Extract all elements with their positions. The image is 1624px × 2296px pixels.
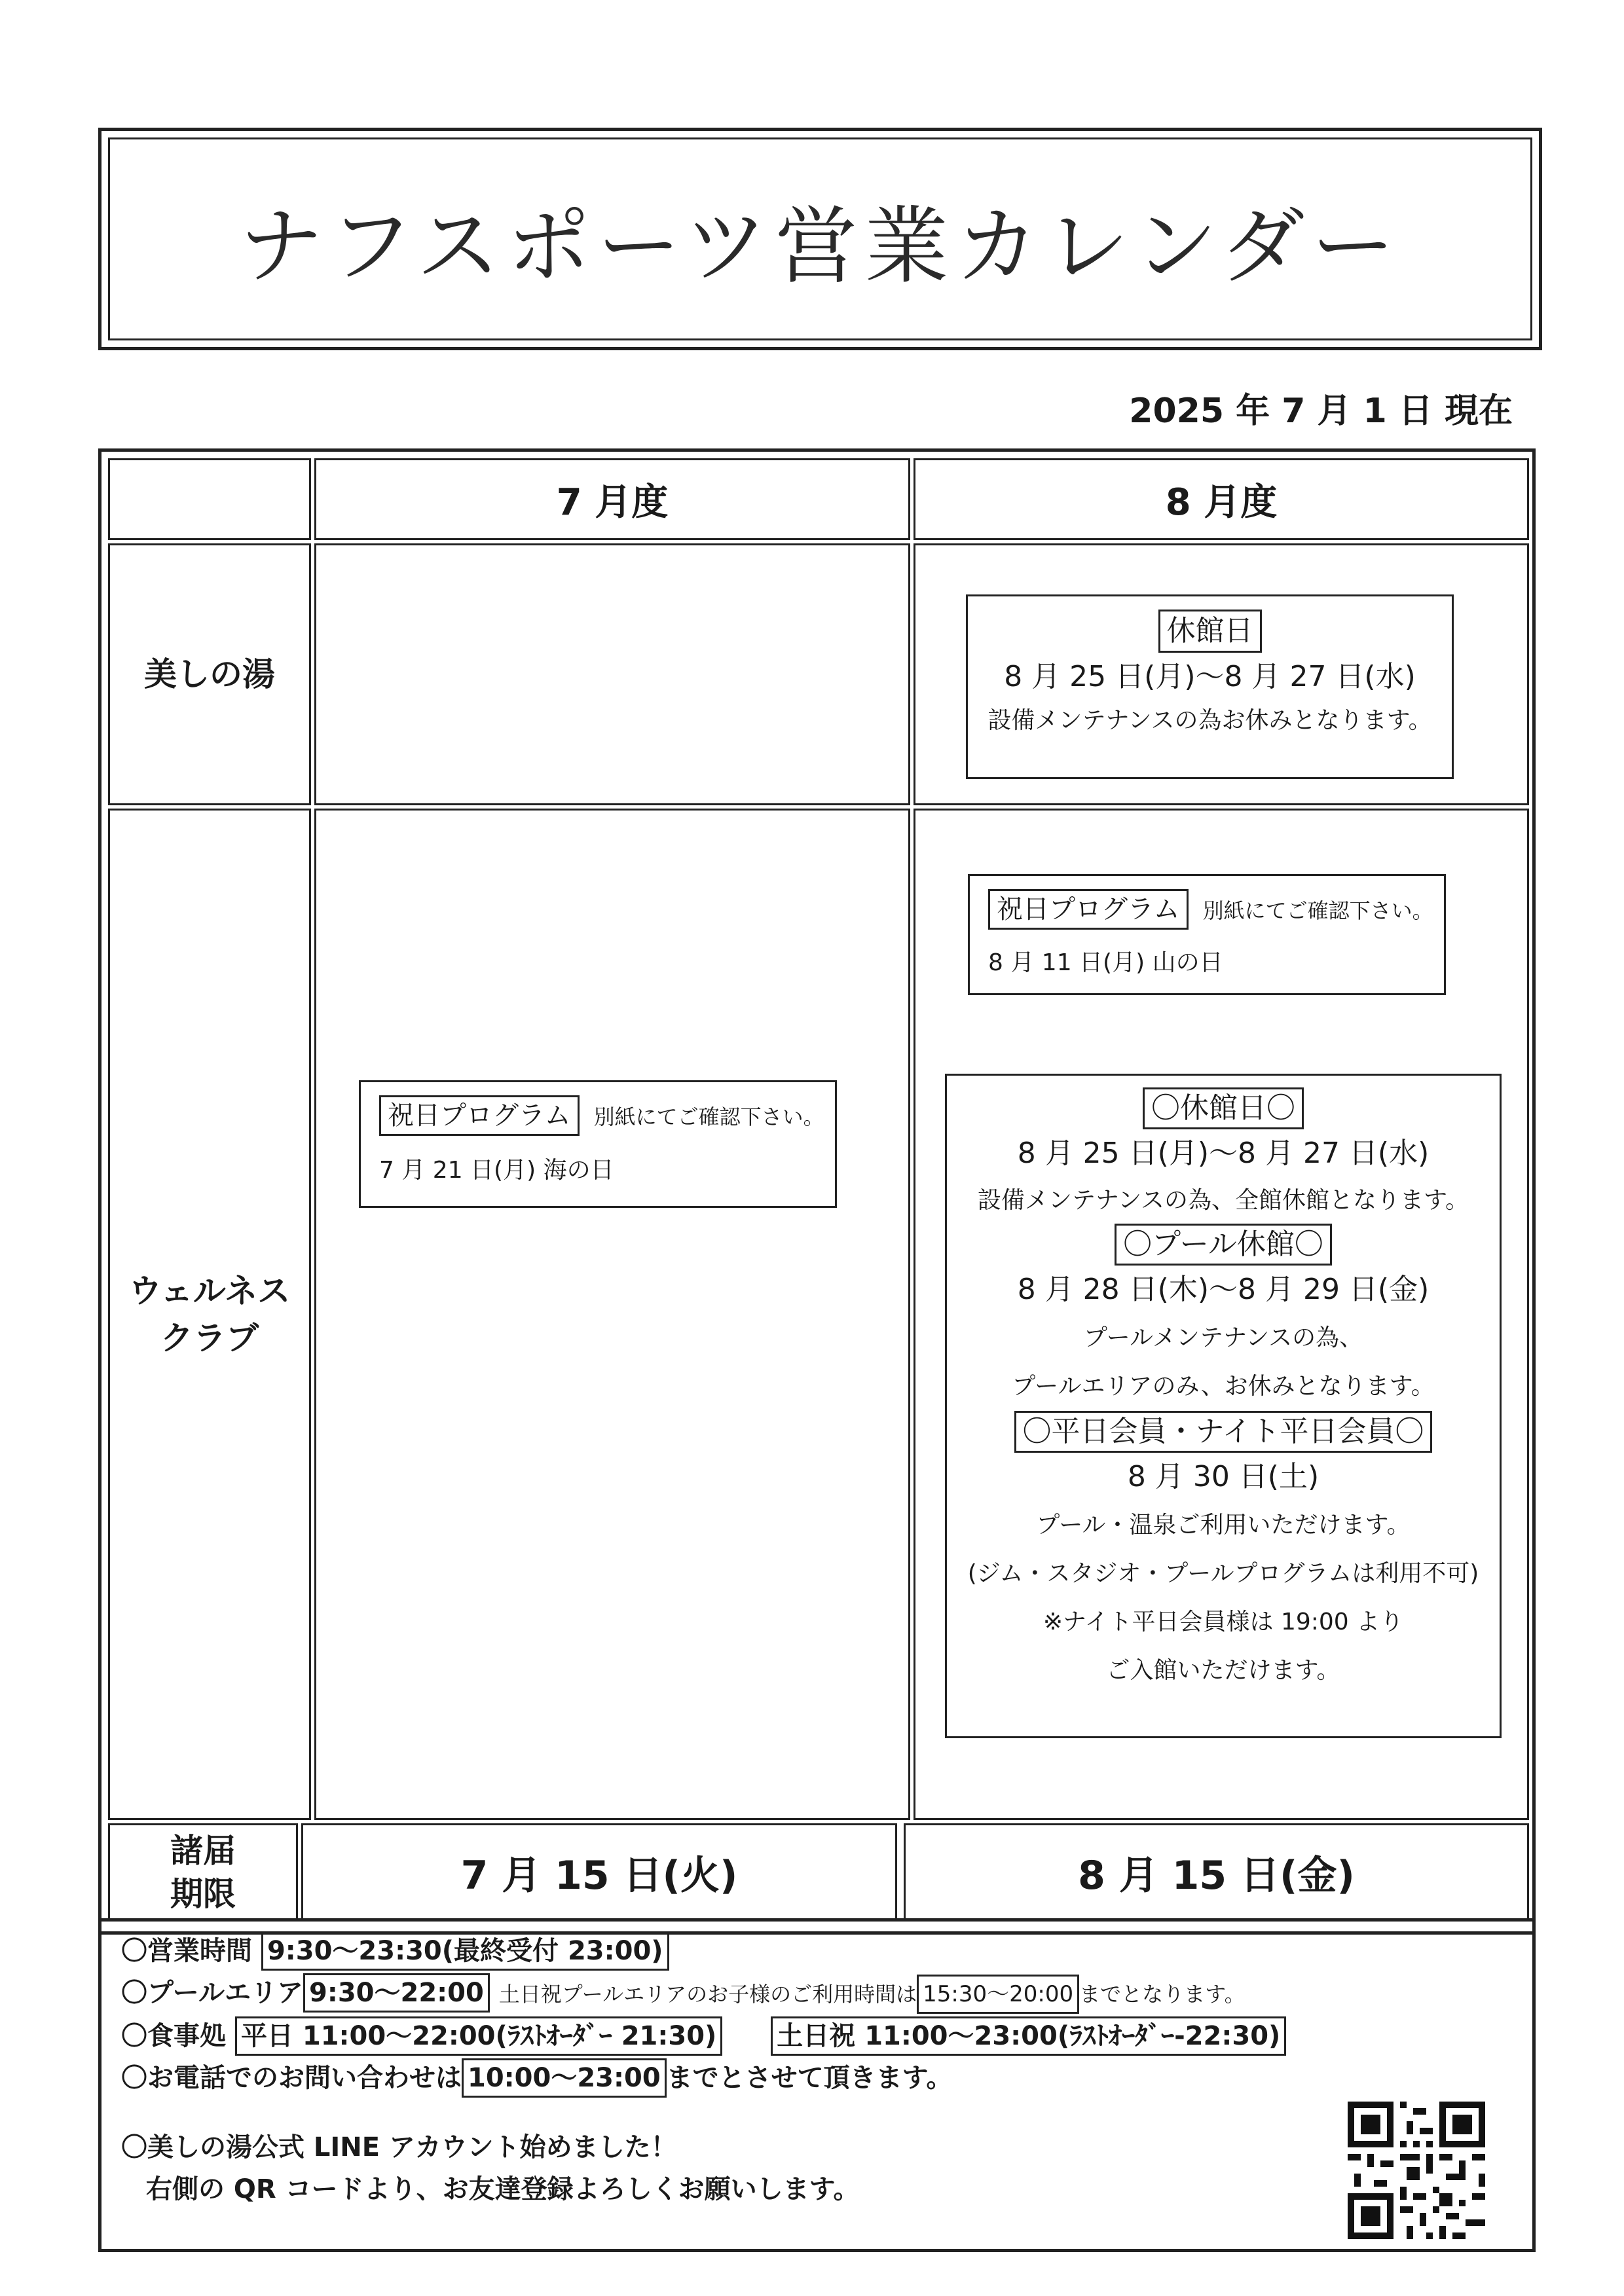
hours-label: 〇営業時間 xyxy=(121,1936,252,1966)
header-corner xyxy=(108,458,311,540)
row-label-wellness xyxy=(108,809,311,1820)
spa-closed-note: 設備メンテナンスの為お休みとなります。 xyxy=(987,707,1432,734)
pool-label: 〇プールエリア xyxy=(121,1978,303,2008)
pool-closed-note-1: プールメンテナンスの為、 xyxy=(1083,1324,1363,1351)
pool-line xyxy=(121,1972,1483,2015)
row-label-wellness-line2: クラブ xyxy=(160,1319,259,1357)
july-holiday-tag-note: 別紙にてご確認下さい。 xyxy=(593,1104,824,1129)
member-tag: 〇平日会員・ナイト平日会員〇 xyxy=(1014,1411,1433,1453)
spa-july-cell xyxy=(314,543,910,805)
pool-value: 9:30～22:00 xyxy=(303,1973,490,2013)
phone-text: 〇お電話でのお問い合わせは xyxy=(121,2063,462,2093)
pool-closed-note-2: プールエリアのみ、お休みとなります。 xyxy=(1012,1373,1435,1400)
wellness-july-cell xyxy=(314,809,910,1820)
pool-suffix: までとなります。 xyxy=(1079,1982,1246,2007)
food-label: 〇食事処 xyxy=(121,2021,226,2051)
hours-line xyxy=(121,1930,1483,1972)
header-august: 8 月度 xyxy=(913,458,1529,540)
pool-kids-hours: 15:30～20:00 xyxy=(917,1975,1079,2014)
line-account-2: 右側の QR コードより、お友達登録よろしくお願いします。 xyxy=(146,2174,860,2204)
row-label-deadline-line1: 諸届 xyxy=(170,1832,236,1870)
as-of-date: 2025 年 7 月 1 日 現在 xyxy=(1129,392,1513,431)
line-account-1: 〇美しの湯公式 LINE アカウント始めました！ xyxy=(121,2132,677,2162)
member-note-1: プール・温泉ご利用いただけます。 xyxy=(1036,1512,1411,1539)
pool-text: 土日祝プールエリアのお子様のご利用時間は xyxy=(498,1982,917,2007)
closed-note: 設備メンテナンスの為、全館休館となります。 xyxy=(977,1187,1469,1214)
page-title: ナフスポーツ営業カレンダー xyxy=(238,198,1402,295)
title-box xyxy=(98,128,1542,350)
footer-text xyxy=(121,1930,1483,2210)
member-note-3: ※ナイト平日会員様は 19:00 より xyxy=(1043,1609,1404,1635)
pool-closed-dates: 8 月 28 日(木)～8 月 29 日(金) xyxy=(1017,1273,1430,1306)
food-weekend: 土日祝 11:00～23:00(ﾗｽﾄｵｰﾀﾞｰ-22:30) xyxy=(771,2016,1286,2056)
hours-value: 9:30～23:30(最終受付 23:00) xyxy=(261,1931,669,1971)
member-note-4: ご入館いただけます。 xyxy=(1106,1657,1340,1684)
august-holiday-tag-note: 別紙にてご確認下さい。 xyxy=(1202,898,1433,923)
phone-hours: 10:00～23:00 xyxy=(462,2058,667,2098)
july-holiday-date: 7 月 21 日(月) 海の日 xyxy=(379,1157,614,1184)
qr-code[interactable] xyxy=(1348,2102,1485,2239)
pool-closed-tag: 〇プール休館〇 xyxy=(1115,1224,1332,1266)
spa-closed-dates: 8 月 25 日(月)～8 月 27 日(水) xyxy=(1004,660,1416,693)
header-july: 7 月度 xyxy=(314,458,910,540)
phone-suffix: までとさせて頂きます。 xyxy=(666,2063,953,2093)
member-note-2: (ジム・スタジオ・プールプログラムは利用不可) xyxy=(967,1560,1479,1587)
row-label-wellness-line1: ウェルネス xyxy=(128,1271,291,1310)
august-holiday-date: 8 月 11 日(月) 山の日 xyxy=(988,949,1223,976)
august-holiday-program xyxy=(968,874,1446,995)
row-label-deadline-line2: 期限 xyxy=(170,1875,236,1913)
closed-tag: 〇休館日〇 xyxy=(1143,1087,1304,1129)
member-date: 8 月 30 日(土) xyxy=(1127,1460,1320,1493)
july-holiday-program xyxy=(359,1080,837,1208)
closed-dates: 8 月 25 日(月)～8 月 27 日(水) xyxy=(1017,1137,1430,1170)
july-holiday-tag: 祝日プログラム xyxy=(379,1095,580,1136)
august-closure-notice xyxy=(945,1074,1502,1738)
row-label-spa: 美しの湯 xyxy=(108,543,311,805)
food-weekday: 平日 11:00～22:00(ﾗｽﾄｵｰﾀﾞｰ 21:30) xyxy=(235,2016,722,2056)
deadline-august: 8 月 15 日(金) xyxy=(904,1823,1529,1922)
deadline-july: 7 月 15 日(火) xyxy=(301,1823,897,1922)
phone-line xyxy=(121,2057,1483,2099)
spa-closure-notice xyxy=(966,594,1454,779)
spa-closed-tag: 休館日 xyxy=(1158,610,1262,653)
row-label-deadline xyxy=(108,1823,298,1922)
august-holiday-tag: 祝日プログラム xyxy=(988,889,1189,930)
food-line xyxy=(121,2015,1483,2057)
